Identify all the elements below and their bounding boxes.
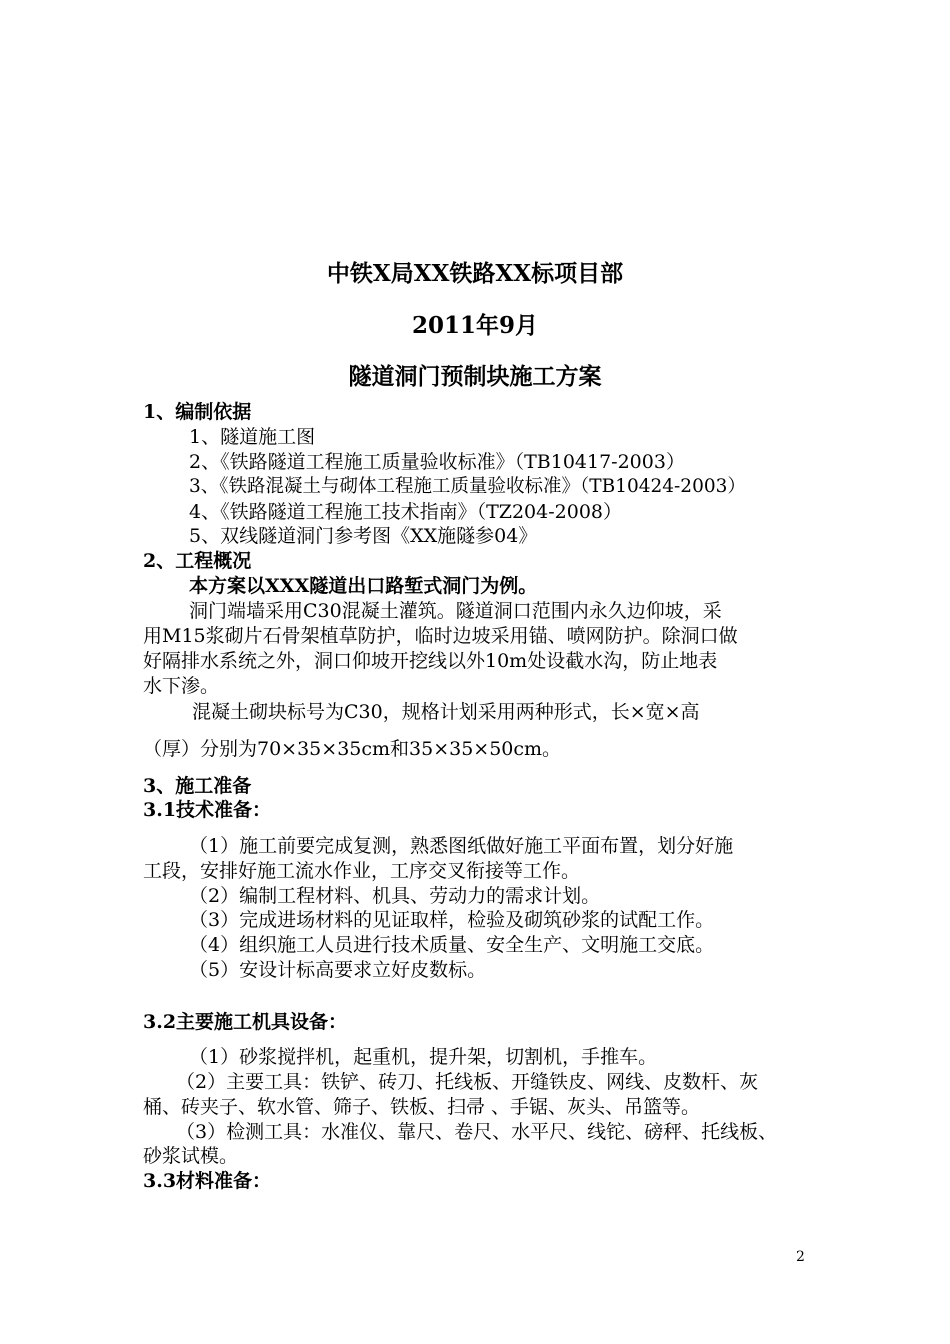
reference-item: 2、《铁路隧道工程施工质量验收标准》（TB10417-2003） <box>189 451 685 473</box>
block-spec-line: （厚）分别为70×35×35cm和35×35×50cm。 <box>143 738 562 760</box>
reference-item: 4、《铁路隧道工程施工技术指南》（TZ204-2008） <box>189 501 623 523</box>
tech-prep-line: （2）编制工程材料、机具、劳动力的需求计划。 <box>189 885 601 907</box>
org-title: 中铁X局XX铁路XX标项目部 <box>326 260 624 287</box>
section2-lead: 本方案以XXX隧道出口路堑式洞门为例。 <box>189 575 538 597</box>
equipment-line: （2）主要工具：铁铲、砖刀、托线板、开缝铁皮、网线、皮数杆、灰 <box>176 1071 759 1093</box>
section1-heading: 1、编制依据 <box>143 401 252 423</box>
tech-prep-line: 工段，安排好施工流水作业，工序交叉衔接等工作。 <box>143 860 581 882</box>
overview-line: 洞门端墙采用C30混凝土灌筑。隧道洞口范围内永久边仰坡，采 <box>189 600 722 622</box>
equipment-line: 砂浆试模。 <box>143 1145 239 1167</box>
tech-prep-line: （3）完成进场材料的见证取样，检验及砌筑砂浆的试配工作。 <box>189 909 715 931</box>
section2-heading: 2、工程概况 <box>143 550 252 572</box>
equipment-line: （3）检测工具：水准仪、靠尺、卷尺、水平尺、线铊、磅秤、托线板、 <box>176 1121 778 1143</box>
overview-line: 水下渗。 <box>143 675 220 697</box>
subsection-3-1-heading: 3.1技术准备： <box>143 799 272 821</box>
overview-line: 好隔排水系统之外，洞口仰坡开挖线以外10m处设截水沟，防止地表 <box>143 650 718 672</box>
equipment-line: 桶、砖夹子、软水管、筛子、铁板、扫帚 、手锯、灰头、吊篮等。 <box>143 1096 701 1118</box>
block-spec-line: 混凝土砌块标号为C30，规格计划采用两种形式，长×宽×高 <box>192 701 700 723</box>
subsection-3-3-heading: 3.3材料准备： <box>143 1170 272 1192</box>
subsection-3-2-heading: 3.2主要施工机具设备： <box>143 1011 348 1033</box>
page-number: 2 <box>796 1249 805 1265</box>
overview-line: 用M15浆砌片石骨架植草防护，临时边坡采用锚、喷网防护。除洞口做 <box>143 625 738 647</box>
equipment-line: （1）砂浆搅拌机，起重机，提升架，切割机，手推车。 <box>189 1046 658 1068</box>
reference-item: 5、双线隧道洞门参考图《XX施隧参04》 <box>189 525 538 547</box>
section3-heading: 3、施工准备 <box>143 775 252 797</box>
tech-prep-line: （5）安设计标高要求立好皮数标。 <box>189 959 487 981</box>
tech-prep-line: （4）组织施工人员进行技术质量、安全生产、文明施工交底。 <box>189 934 715 956</box>
reference-item: 1、隧道施工图 <box>189 426 316 448</box>
reference-item: 3、《铁路混凝土与砌体工程施工质量验收标准》（TB10424-2003） <box>189 476 746 497</box>
date-title: 2011年9月 <box>411 312 539 339</box>
doc-title: 隧道洞门预制块施工方案 <box>348 363 602 390</box>
tech-prep-line: （1）施工前要完成复测，熟悉图纸做好施工平面布置，划分好施 <box>189 835 734 857</box>
